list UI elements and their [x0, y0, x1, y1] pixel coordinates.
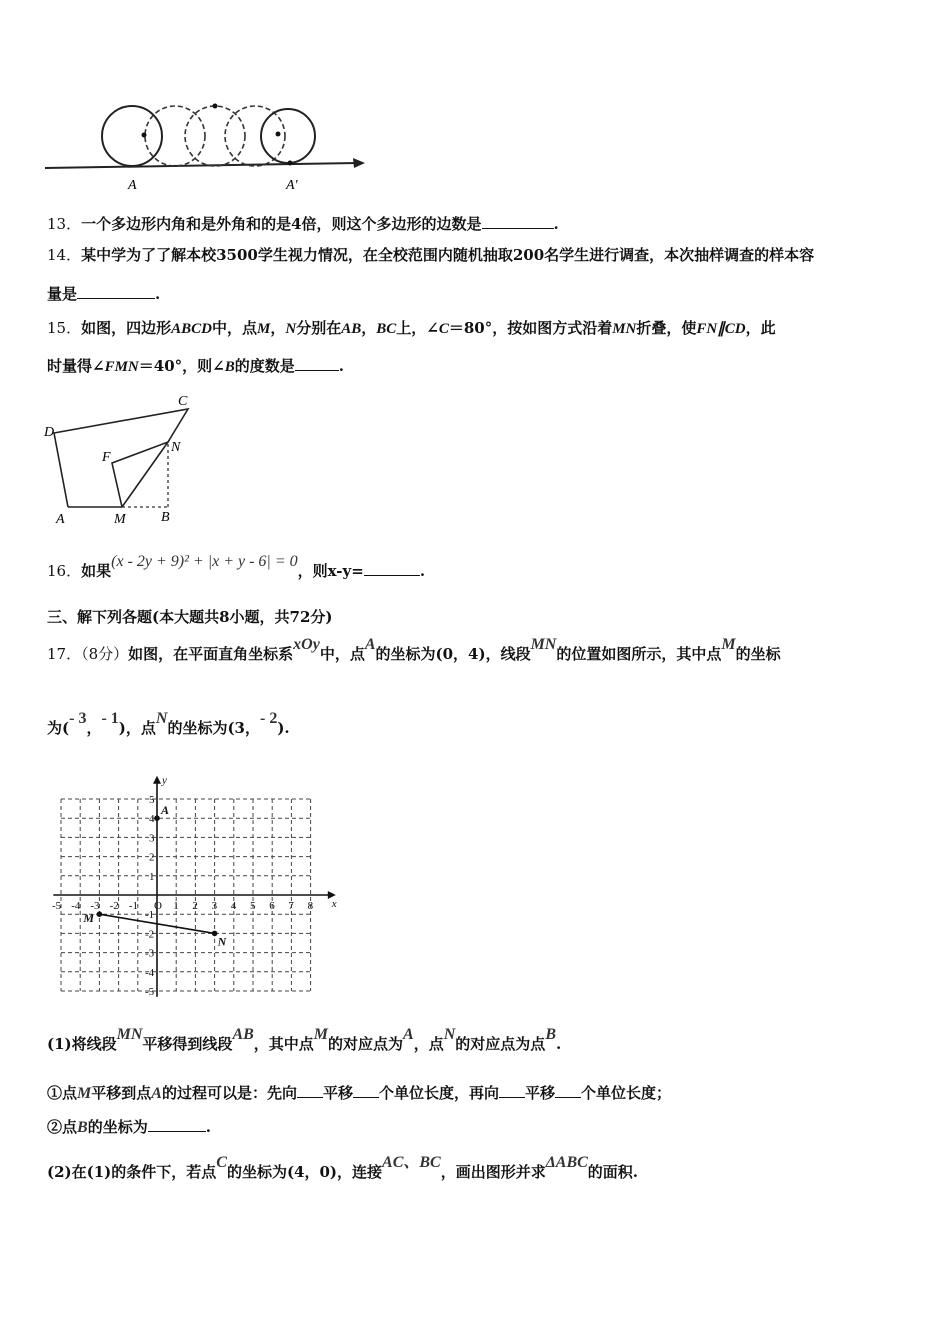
- y-tick-label: 1: [149, 870, 155, 883]
- y-tick-label: -5: [145, 986, 155, 998]
- point-m: [97, 911, 103, 917]
- part1-b: B: [545, 1026, 556, 1043]
- q17-p1: 如图，在平面直角坐标系: [128, 645, 294, 663]
- label-m: M: [83, 911, 95, 926]
- label-n: N: [217, 934, 227, 949]
- x-tick-label: -3: [90, 900, 100, 912]
- q15-number: 15．: [47, 319, 82, 337]
- q13-end: .: [553, 215, 559, 233]
- y-tick-label: 5: [149, 794, 155, 806]
- sub1-blank-direction2[interactable]: [499, 1082, 525, 1098]
- q17-p9: ).: [277, 719, 290, 737]
- sub2-p1: ②点: [47, 1118, 78, 1136]
- q15-p4: 上，∠: [396, 319, 439, 337]
- x-tick-label: 4: [230, 900, 237, 912]
- x-tick-label: -1: [128, 900, 138, 912]
- q16-xy: x-y=: [327, 562, 364, 580]
- q15-comma: ，: [270, 319, 286, 337]
- q17-n: N: [155, 710, 168, 727]
- sub1-m: M: [77, 1085, 92, 1102]
- label-n: N: [171, 440, 181, 455]
- sub1-blank-units2[interactable]: [555, 1082, 581, 1098]
- y-tick-label: 2: [149, 851, 155, 864]
- part-1: [47, 1026, 562, 1055]
- circle-end: [261, 109, 315, 163]
- circle-dashed-2: [185, 106, 245, 166]
- sub-question-1: [47, 1082, 671, 1104]
- y-tick-label: -2: [145, 928, 155, 941]
- q14-answer-blank[interactable]: [77, 283, 155, 299]
- sub1-p2: 平移到点: [91, 1084, 152, 1102]
- part1-p6: 的对应点为点: [455, 1035, 546, 1053]
- label-d: D: [44, 425, 55, 440]
- question-17-line2: [47, 710, 290, 739]
- label-a: A: [56, 512, 65, 527]
- label-f: F: [102, 450, 111, 465]
- part1-p5: ，点: [413, 1035, 444, 1053]
- part1-p7: .: [555, 1035, 562, 1053]
- q17-p2: 中，点: [319, 645, 365, 663]
- rolling-circle-figure: [40, 95, 380, 195]
- x-tick-label: 1: [173, 900, 179, 912]
- sub1-blank-units1[interactable]: [353, 1082, 379, 1098]
- q15-n: N: [285, 321, 297, 337]
- q15-ab: AB: [341, 321, 362, 337]
- sub2-end: .: [205, 1118, 211, 1136]
- q14-end: .: [155, 285, 161, 303]
- part1-ab: AB: [232, 1026, 254, 1043]
- q15-p10: 的度数是: [234, 357, 295, 375]
- part1-n: N: [443, 1026, 456, 1043]
- q15-m: M: [256, 321, 271, 337]
- q15-p7: ，此: [745, 319, 776, 337]
- sub1-p6: 平移: [524, 1084, 555, 1102]
- label-a: A: [128, 178, 137, 193]
- fold-mfn: [112, 442, 168, 507]
- sub1-p4: 平移: [322, 1084, 353, 1102]
- q17-m2: - 2: [260, 710, 278, 727]
- part2-acbc: AC、BC: [382, 1154, 441, 1171]
- y-axis-arrow: [153, 776, 161, 784]
- x-axis-label: x: [331, 898, 337, 910]
- q17-p5: 的坐标: [735, 645, 781, 663]
- part2-c: C: [216, 1154, 227, 1171]
- q15-p1: 如图，四边形: [81, 319, 172, 337]
- x-tick-label: 3: [211, 900, 218, 912]
- x-tick-label: -2: [109, 900, 119, 912]
- q15-comma2: ，: [361, 319, 377, 337]
- q16-formula: (x - 2y + 9)² + |x + y - 6| = 0: [111, 553, 298, 570]
- sub2-p2: 的坐标为: [87, 1118, 148, 1136]
- arrow-head: [353, 158, 365, 168]
- part1-m: M: [313, 1026, 329, 1043]
- part1-p1: (1)将线段: [47, 1035, 117, 1053]
- q16-end: .: [419, 562, 426, 580]
- x-tick-label: 6: [269, 900, 275, 912]
- part2-p1: (2)在(1)的条件下，若点: [47, 1163, 217, 1181]
- x-tick-label: 2: [192, 900, 198, 912]
- q14-number: 14．: [47, 246, 82, 264]
- q15-p5: ＝80°，按如图方式沿着: [448, 319, 613, 337]
- q17-p7: )，点: [118, 719, 156, 737]
- q15-answer-blank[interactable]: [295, 355, 339, 371]
- sub1-p1: ①点: [47, 1084, 78, 1102]
- q15-bc: BC: [376, 321, 397, 337]
- sub1-p5: 个单位长度，再向: [378, 1084, 499, 1102]
- q17-comma: ，: [86, 719, 102, 737]
- center-dot-start: [142, 133, 147, 138]
- x-tick-label: 8: [307, 900, 314, 912]
- x-tick-label: 5: [250, 900, 256, 912]
- part-2: [47, 1154, 639, 1183]
- q17-m1: - 1: [101, 710, 119, 727]
- q15-mn: MN: [612, 321, 637, 337]
- part2-p2: 的坐标为(4，0)，连接: [226, 1163, 383, 1181]
- y-tick-label: 4: [149, 813, 155, 826]
- x-tick-label: O: [154, 900, 162, 912]
- q17-m: M: [721, 636, 736, 653]
- point-a: [154, 815, 160, 821]
- part1-mn: MN: [116, 1026, 143, 1043]
- y-axis-label: y: [162, 774, 167, 787]
- q13-text: 一个多边形内角和是外角和的是4倍，则这个多边形的边数是: [81, 215, 482, 233]
- q16-p2: ，则: [297, 562, 328, 580]
- y-tick-label: 3: [149, 832, 155, 845]
- part1-p3: ，其中点: [253, 1035, 314, 1053]
- q13-number: 13．: [47, 215, 82, 233]
- quadrilateral-figure: [40, 385, 210, 530]
- part2-p4: 的面积.: [587, 1163, 639, 1181]
- sub1-p3: 的过程可以是：先向: [161, 1084, 297, 1102]
- center-dot-end: [276, 132, 281, 137]
- q17-p8: 的坐标为(3，: [167, 719, 260, 737]
- sub2-b: B: [77, 1119, 88, 1136]
- q15-p3: 分别在: [296, 319, 342, 337]
- sub1-a: A: [151, 1085, 162, 1102]
- question-15-line2: [47, 355, 344, 377]
- q15-fn: FN∥CD: [696, 321, 746, 337]
- coordinate-grid: [45, 770, 345, 998]
- q17-score: （8分）: [81, 645, 129, 663]
- q15-p8: 时量得∠: [47, 357, 105, 375]
- ground-line: [45, 163, 358, 168]
- question-16: [47, 553, 426, 582]
- part2-p3: ，画出图形并求: [440, 1163, 546, 1181]
- point-n: [212, 931, 218, 937]
- q14-text2: 量是: [47, 285, 78, 303]
- q17-p6: 为(: [47, 719, 70, 737]
- q15-end: .: [338, 357, 344, 375]
- q13-answer-blank[interactable]: [482, 213, 554, 229]
- label-c: C: [178, 394, 188, 409]
- q17-xoy: xOy: [293, 636, 320, 653]
- q17-p4: 的位置如图所示，其中点: [556, 645, 722, 663]
- q15-fmn: FMN: [104, 359, 139, 375]
- label-b: B: [161, 510, 170, 525]
- q17-p3: 的坐标为(0，4)，线段: [375, 645, 531, 663]
- sub2-answer-blank[interactable]: [148, 1116, 206, 1132]
- sub1-blank-direction1[interactable]: [297, 1082, 323, 1098]
- sub-question-2: [47, 1116, 211, 1138]
- q15-p9: ＝40°，则∠: [138, 357, 225, 375]
- label-a: A: [161, 803, 170, 818]
- part2-abc: ΔABC: [545, 1154, 588, 1171]
- q17-m3: - 3: [69, 710, 87, 727]
- question-17-line1: [47, 636, 781, 665]
- question-13: [47, 213, 559, 234]
- q15-c: C: [438, 321, 449, 337]
- sub1-p7: 个单位长度；: [581, 1084, 672, 1102]
- q14-text1: 某中学为了了解本校3500学生视力情况，在全校范围内随机抽取200名学生进行调查，本次抽样调查的样本容: [81, 246, 815, 264]
- circle-dashed-3: [225, 106, 285, 166]
- label-a-prime: A': [286, 178, 298, 193]
- q15-abcd: ABCD: [171, 321, 212, 337]
- section-3-title: 三、解下列各题(本大题共8小题，共72分): [47, 608, 333, 626]
- part1-p4: 的对应点为: [328, 1035, 404, 1053]
- contact-dot: [288, 161, 293, 166]
- q17-a: A: [364, 636, 376, 653]
- question-14-line1: [47, 245, 814, 265]
- question-15-line1: [47, 318, 776, 339]
- q15-p6: 折叠，使: [636, 319, 697, 337]
- x-tick-label: -4: [71, 900, 81, 912]
- q17-number: 17．: [47, 645, 82, 663]
- part1-p2: 平移得到线段: [142, 1035, 233, 1053]
- y-tick-label: -3: [145, 947, 155, 960]
- q16-p1: 如果: [81, 562, 112, 580]
- x-tick-label: -5: [52, 900, 62, 912]
- y-tick-label: -4: [145, 966, 155, 979]
- label-m: M: [114, 512, 126, 527]
- q16-number: 16．: [47, 562, 82, 580]
- q15-p2: 中，点: [211, 319, 257, 337]
- q17-mn: MN: [530, 636, 557, 653]
- q16-answer-blank[interactable]: [364, 560, 420, 576]
- x-tick-label: 7: [288, 900, 294, 912]
- top-dot: [213, 104, 218, 109]
- part1-a: A: [403, 1026, 414, 1043]
- q15-b: B: [224, 359, 235, 375]
- y-tick-label: -1: [145, 909, 155, 922]
- question-14-line2: [47, 283, 160, 304]
